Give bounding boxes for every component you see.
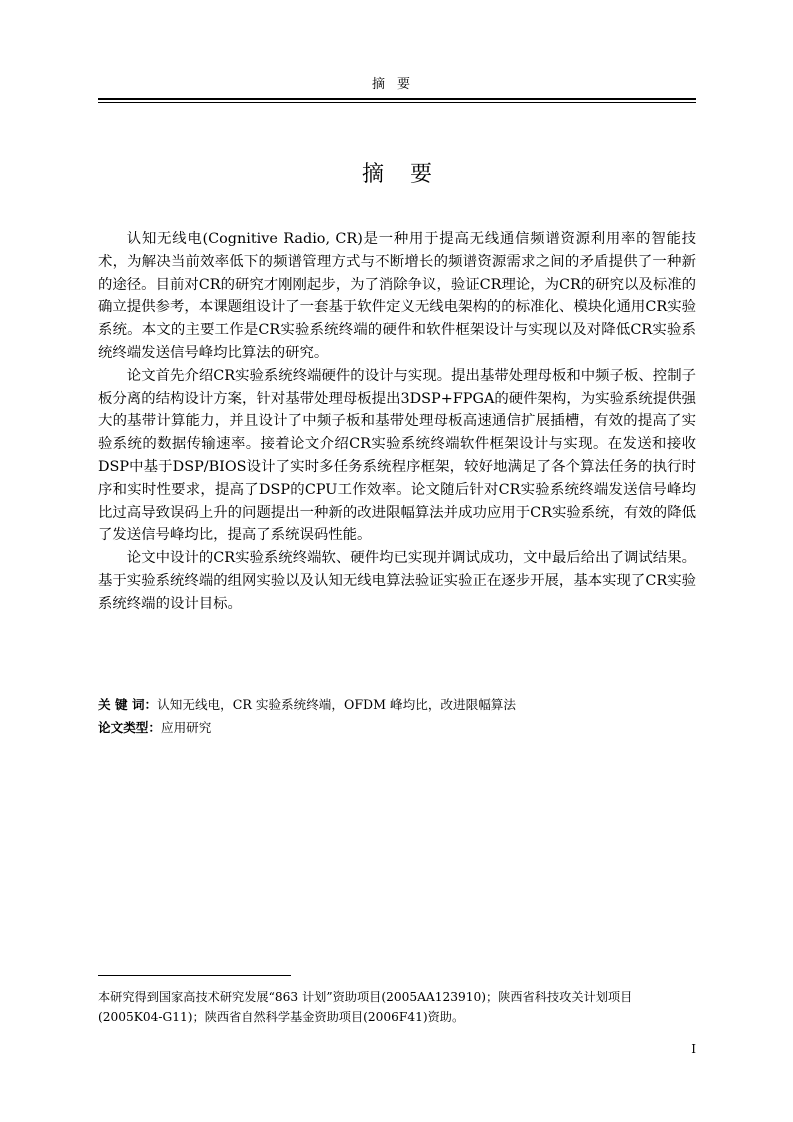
keywords-value: 认知无线电，CR 实验系统终端，OFDM 峰均比，改进限幅算法 [157,697,516,712]
abstract-body [98,228,696,616]
abstract-paragraph: 认知无线电(Cognitive Radio, CR)是一种用于提高无线通信频谱资源利用率的智能技术，为解决当前效率低下的频谱管理方式与不断增长的频谱资源需求之间的矛盾提供了一种新的途径。目前对CR的研究才刚刚起步，为了消除争议，验证CR理论，为CR的研究以及标准的确立提供参考，本课题组设计了一套基于软件定义无线电架构的的标准化、模块化通用CR实验系统。本文的主要工作是CR实验系统终端的硬件和软件框架设计与实现以及对降低CR实验系统终端发送信号峰均比算法的研究。 [98,231,696,361]
paper-type-value: 应用研究 [160,720,212,735]
running-header: 摘要 [371,77,422,92]
footnote-rule [98,975,291,976]
header-rule-thin [98,102,696,103]
abstract-paragraph: 论文首先介绍CR实验系统终端硬件的设计与实现。提出基带处理母板和中频子板、控制子板分离的结构设计方案，针对基带处理母板提出3DSP+FPGA的硬件架构，为实验系统提供强大的基带计算能力，并且设计了中频子板和基带处理母板高速通信扩展插槽，有效的提高了实验系统的数据传输速率。接着论文介绍CR实验系统终端软件框架设计与实现。在发送和接收DSP中基于DSP/BIOS设计了实时多任务系统程序框架，较好地满足了各个算法任务的执行时序和实时性要求，提高了DSP的CPU工作效率。论文随后针对CR实验系统终端发送信号峰均比过高导致误码上升的问题提出一种新的改进限幅算法并成功应用于CR实验系统，有效的降低了发送信号峰均比，提高了系统误码性能。 [98,367,696,544]
paper-type-line [98,719,696,737]
keywords-line [98,696,696,714]
page-title: 摘要 [361,162,458,187]
abstract-paragraph: 论文中设计的CR实验系统终端软、硬件均已实现并调试成功，文中最后给出了调试结果。基于实验系统终端的组网实验以及认知无线电算法验证实验正在逐步开展，基本实现了CR实验系统终端的设计目标。 [98,550,696,612]
header-rule-thick [98,98,696,100]
keywords-label: 关 键 词： [98,697,158,712]
footnote: 本研究得到国家高技术研究发展“863 计划”资助项目(2005AA123910)；陕西省科技攻关计划项目(2005K04-G11)；陕西省自然科学基金资助项目(2006F41)资助。 [98,990,633,1024]
page-number: I [691,1042,696,1056]
paper-type-label: 论文类型： [98,720,161,735]
